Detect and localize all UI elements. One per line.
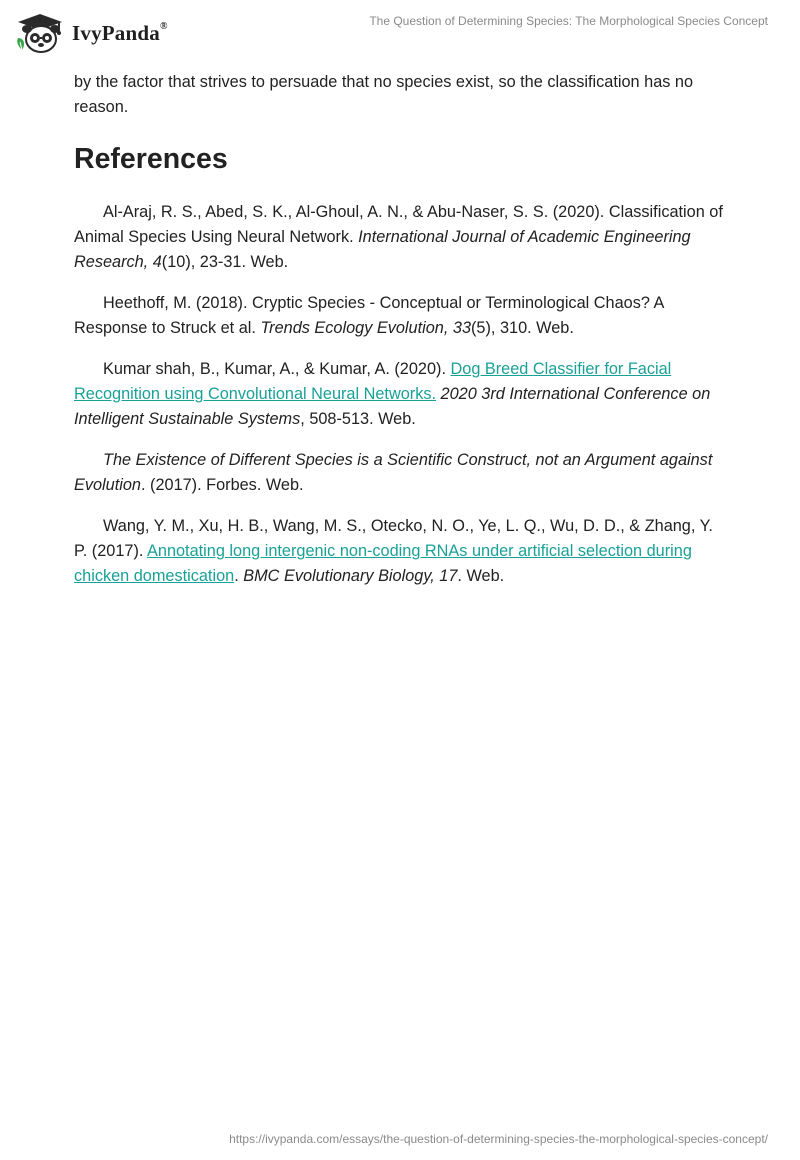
reference-link[interactable]: Annotating long intergenic non-coding RNAs under artificial selection during chicken domestication	[74, 542, 692, 585]
logo-wordmark: IvyPanda®	[72, 20, 168, 45]
document-body	[74, 70, 724, 605]
panda-graduate-icon	[14, 12, 66, 54]
paragraph-continuation: by the factor that strives to persuade that no species exist, so the classification has no reason.	[74, 73, 694, 116]
reference-link[interactable]: Dog Breed Classifier for Facial Recognition using Convolutional Neural Networks.	[74, 360, 672, 403]
document-title: The Question of Determining Species: The Morphological Species Concept	[369, 14, 768, 28]
references-heading: References	[74, 143, 228, 175]
reference-item: Heethoff, M. (2018). Cryptic Species - Conceptual or Terminological Chaos? A Response to Struck et al. Trends Ecology Evolution, 33(5), 310. Web.	[74, 294, 664, 337]
reference-item: The Existence of Different Species is a Scientific Construct, not an Argument against Evolution. (2017). Forbes. Web.	[74, 451, 713, 494]
reference-item: Wang, Y. M., Xu, H. B., Wang, M. S., Otecko, N. O., Ye, L. Q., Wu, D. D., & Zhang, Y. P. (2017). Annotating long intergenic non-coding RNAs under artificial selection during chicken domestication. BMC Evolutionary Biology, 17. Web.	[74, 517, 713, 585]
ivypanda-logo[interactable]	[14, 8, 168, 58]
footer-url: https://ivypanda.com/essays/the-question-of-determining-species-the-morphological-species-concept/	[229, 1132, 768, 1146]
reference-item: Al-Araj, R. S., Abed, S. K., Al-Ghoul, A. N., & Abu-Naser, S. S. (2020). Classification of Animal Species Using Neural Network. International Journal of Academic Engineering Research, 4(10), 23-31. Web.	[74, 203, 723, 271]
reference-item: Kumar shah, B., Kumar, A., & Kumar, A. (2020). Dog Breed Classifier for Facial Recognition using Convolutional Neural Networks. 2020 3rd International Conference on Intelligent Sustainable Systems, 508-513. Web.	[74, 360, 711, 428]
